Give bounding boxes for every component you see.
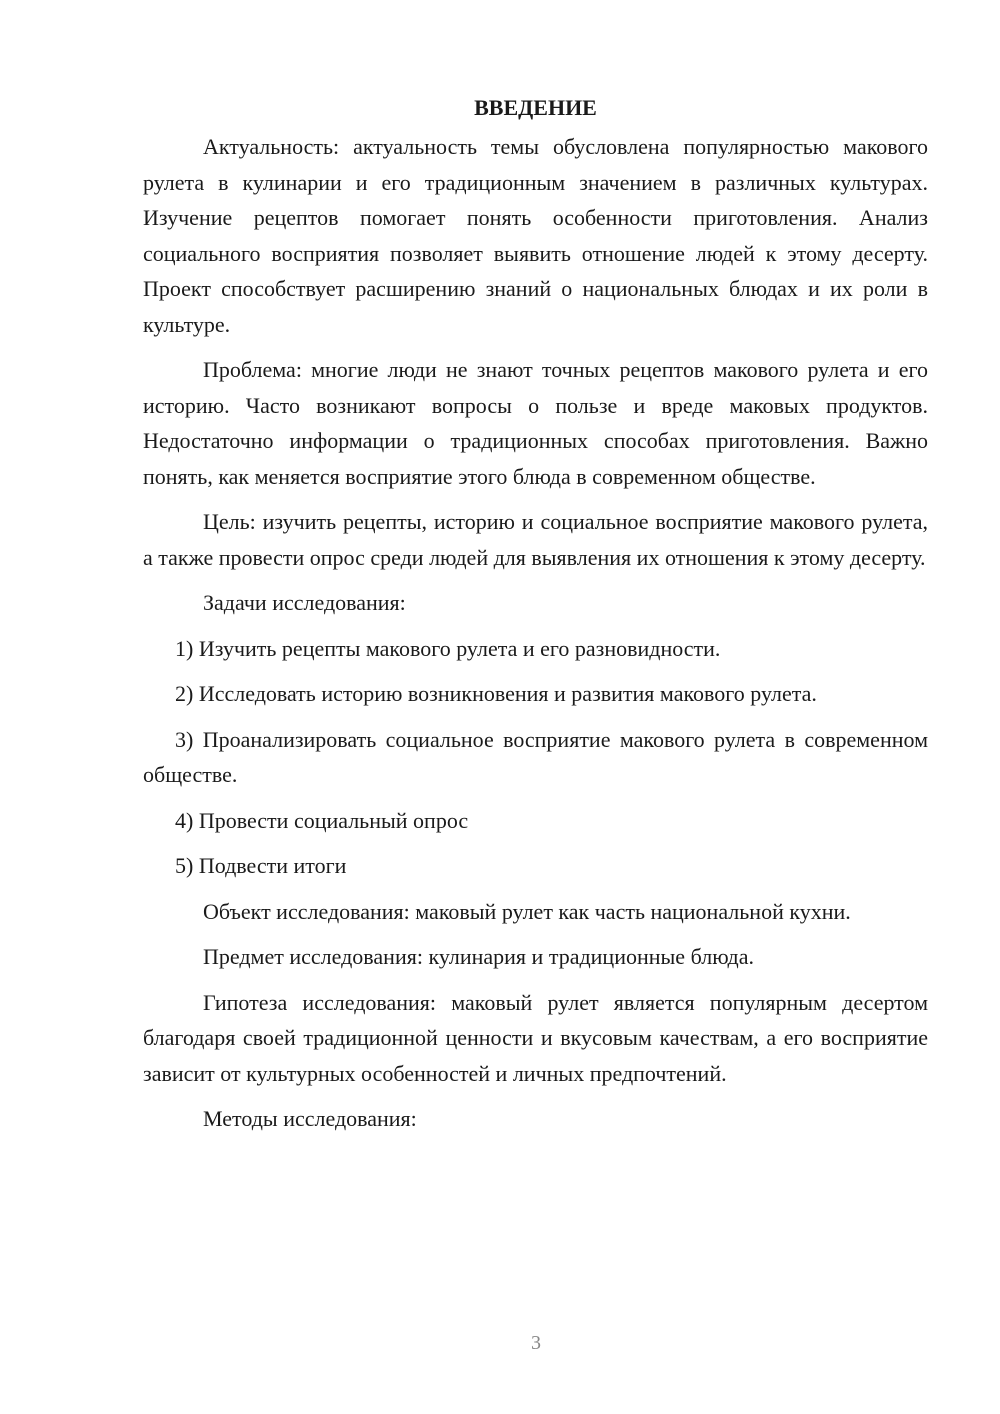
page-number: 3 (531, 1332, 541, 1354)
paragraph-relevance: Актуальность: актуальность темы обусловлена популярностью макового рулета в кулинарии и его традиционным значением в различных культурах. Изучение рецептов помогает понять особенности приготовления. Анализ социального восприятия позволяет выявить отношение людей к этому десерту. Проект способствует расширению знаний о национальных блюдах и их роли в культуре. (143, 134, 928, 337)
document-page (143, 90, 928, 1147)
task-item-4: 4) Провести социальный опрос (175, 807, 469, 833)
paragraph-object: Объект исследования: маковый рулет как часть национальной кухни. (203, 898, 851, 924)
task-item-5: 5) Подвести итоги (175, 853, 347, 878)
paragraph-hypothesis: Гипотеза исследования: маковый рулет является популярным десертом благодаря своей традиционной ценности и вкусовым качествам, а его восприятие зависит от культурных особенностей и личных предпочтений. (143, 989, 928, 1086)
paragraph-goal: Цель: изучить рецепты, историю и социальное восприятие макового рулета, а также провести опрос среди людей для выявления их отношения к этому десерту. (143, 509, 928, 570)
task-item-2: 2) Исследовать историю возникновения и развития макового рулета. (175, 681, 817, 706)
paragraph-problem: Проблема: многие люди не знают точных рецептов макового рулета и его историю. Часто возникают вопросы о пользе и вреде маковых продуктов. Недостаточно информации о традиционных способах приготовления. Важно понять, как меняется восприятие этого блюда в современном обществе. (143, 357, 928, 489)
page-title: ВВЕДЕНИЕ (474, 95, 597, 120)
task-item-3: 3) Проанализировать социальное восприятие макового рулета в современном обществе. (143, 726, 928, 787)
methods-heading: Методы исследования: (203, 1106, 417, 1131)
tasks-heading: Задачи исследования: (203, 590, 406, 615)
task-item-1: 1) Изучить рецепты макового рулета и его разновидности. (175, 635, 721, 661)
paragraph-subject: Предмет исследования: кулинария и традиционные блюда. (203, 944, 754, 969)
